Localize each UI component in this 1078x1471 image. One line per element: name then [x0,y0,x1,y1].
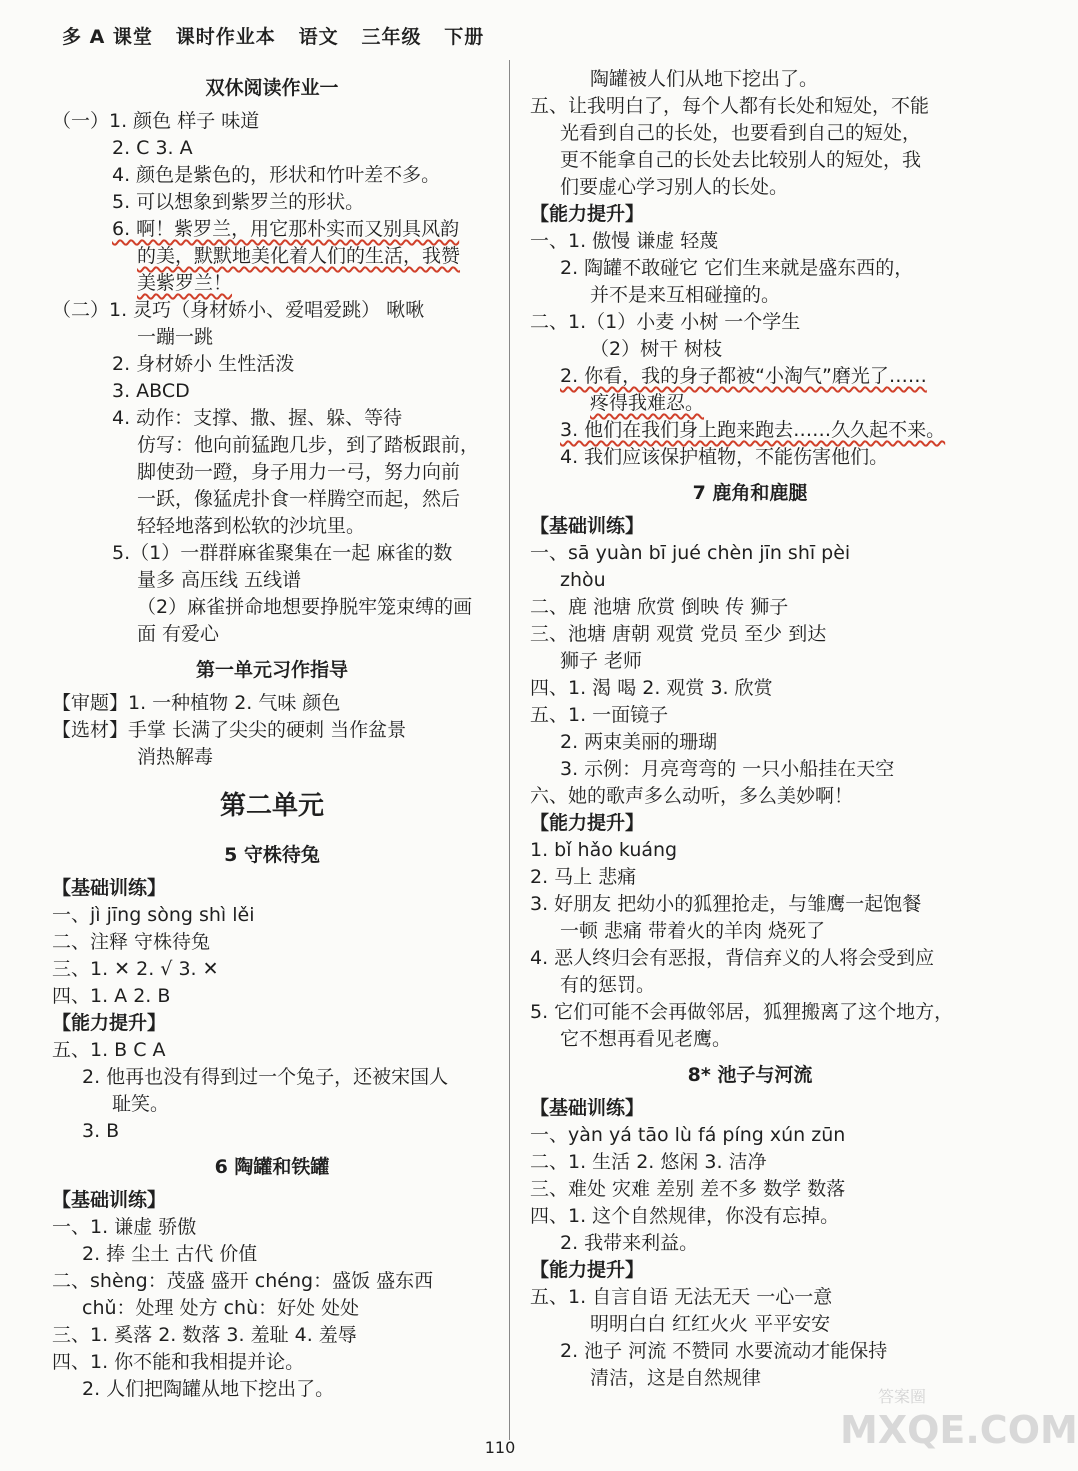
answer-line: 仿写：他向前猛跑几步，到了踏板跟前， [137,434,480,456]
subsection-label: 【基础训练】 [52,877,167,899]
answer-line: 4. 我们应该保护植物，不能伤害他们。 [560,446,889,468]
section-heading: 5 守株待兔 [224,844,320,866]
answer-line: 2. 我带来利益。 [560,1232,699,1254]
answer-line: 们要虚心学习别人的长处。 [560,176,789,198]
answer-line: 5.（1）一群群麻雀聚集在一起 麻雀的数 [112,542,453,564]
answer-line: 轻轻地落到松软的沙坑里。 [137,515,366,537]
wavy-underlined-text: 疼得我难忍。 [590,392,705,414]
answer-line: 2. 他再也没有得到过一个兔子，还被宋国人 [82,1066,449,1088]
answer-line: 2. 陶罐不敢碰它 它们生来就是盛东西的， [560,257,914,279]
answer-line: 四、1. 渴 喝 2. 观赏 3. 欣赏 [530,677,773,699]
wavy-underlined-text: 6. 啊！紫罗兰，用它那朴实而又别具风韵 [112,218,460,240]
answer-line: 它不想再看见老鹰。 [560,1028,732,1050]
answer-line: 量多 高压线 五线谱 [137,569,302,591]
subsection-label: 【能力提升】 [530,812,645,834]
answer-line: 二、鹿 池塘 欣赏 倒映 传 狮子 [530,596,789,618]
answer-line: 二、1. 生活 2. 悠闲 3. 洁净 [530,1151,767,1173]
answer-line: 四、1. 这个自然规律，你没有忘掉。 [530,1205,840,1227]
answer-line: 3. 好朋友 把幼小的狐狸抢走，与雏鹰一起饱餐 [530,893,922,915]
subsection-label: 【能力提升】 [52,1012,167,1034]
answer-line: 3. ABCD [112,380,190,402]
answer-line: 消热解毒 [137,746,214,768]
answer-line: 三、1. 奚落 2. 数落 3. 羞耻 4. 羞辱 [52,1324,357,1346]
answer-line: 二、1.（1）小麦 小树 一个学生 [530,311,801,333]
answer-line: （一）1. 颜色 样子 味道 [52,110,260,132]
page-number: 110 [484,1438,516,1457]
answer-line: （2）树干 树枝 [590,338,723,360]
answer-line: 【选材】手掌 长满了尖尖的硬刺 当作盆景 [52,719,407,741]
answer-line: 2. 捧 尘土 古代 价值 [82,1243,258,1265]
answer-line: 耻笑。 [112,1093,170,1115]
answer-line: 五、1. 一面镜子 [530,704,669,726]
answer-line: 一、sā yuàn bī jué chèn jīn shī pèi [530,542,851,564]
section-heading: 第一单元习作指导 [195,659,348,681]
subsection-label: 【基础训练】 [52,1189,167,1211]
unit-heading: 第二单元 [219,791,324,821]
answer-line: 2. 两束美丽的珊瑚 [560,731,718,753]
answer-line: 三、难处 灾难 差别 差不多 数学 数落 [530,1178,846,1200]
answer-line: 2. 马上 悲痛 [530,866,637,888]
underlined-answer-line [52,270,492,297]
answer-line: 三、池塘 唐朝 观赏 党员 至少 到达 [530,623,827,645]
answer-line: 4. 动作：支撑、撒、握、躲、等待 [112,407,403,429]
answer-line: 六、她的歌声多么动听，多么美妙啊！ [530,785,854,807]
answer-line: 一、1. 傲慢 谦虚 轻蔑 [530,230,719,252]
answer-line: 3. 示例：月亮弯弯的 一只小船挂在天空 [560,758,895,780]
answer-line: 二、shèng：茂盛 盛开 chéng：盛饭 盛东西 [52,1270,434,1292]
section-heading: 7 鹿角和鹿腿 [692,482,808,504]
answer-line: 一跃，像猛虎扑食一样腾空而起，然后 [137,488,461,510]
answer-line: 更不能拿自己的长处去比较别人的短处，我 [560,149,922,171]
answer-line: zhòu [560,569,606,591]
answer-line: （二）1. 灵巧（身材娇小、爱唱爱跳） 啾啾 [52,299,425,321]
answer-line: 2. 人们把陶罐从地下挖出了。 [82,1378,335,1400]
section-heading: 双休阅读作业一 [205,77,339,99]
watermark: MXQE.COM [840,1408,1078,1452]
subsection-label: 【能力提升】 [530,203,645,225]
wavy-underlined-text: 的美，默默地美化着人们的生活，我赞 [137,245,461,267]
subsection-label: 【能力提升】 [530,1259,645,1281]
answer-line: 四、1. A 2. B [52,985,171,1007]
underlined-answer-line [52,216,492,243]
answer-line: 4. 恶人终归会有恶报，背信弃义的人将会受到应 [530,947,935,969]
right-column [530,66,970,1392]
answer-line: 一顿 悲痛 带着火的羊肉 烧死了 [560,920,826,942]
answer-line: 一、yàn yá tāo lù fá píng xún zūn [530,1124,846,1146]
answer-line: 一、1. 谦虚 骄傲 [52,1216,197,1238]
section-heading: 8* 池子与河流 [687,1064,813,1086]
answer-line: 二、注释 守株待兔 [52,931,211,953]
answer-line: 清洁，这是自然规律 [590,1367,762,1389]
wavy-underlined-text: 3. 他们在我们身上跑来跑去……久久起不来。 [560,419,946,441]
answer-line: 光看到自己的长处，也要看到自己的短处， [560,122,922,144]
underlined-answer-line [52,243,492,270]
answer-line: 1. bǐ hǎo kuáng [530,839,678,861]
answer-line: 2. 池子 河流 不赞同 水要流动才能保持 [560,1340,888,1362]
answer-line: 一、jì jīng sòng shì lěi [52,904,255,926]
answer-line: 4. 颜色是紫色的，形状和竹叶差不多。 [112,164,441,186]
answer-line: 【审题】1. 一种植物 2. 气味 颜色 [52,692,341,714]
answer-line: 明明白白 红红火火 平平安安 [590,1313,831,1335]
answer-line: 5. 它们可能不会再做邻居，狐狸搬离了这个地方， [530,1001,954,1023]
answer-line: 陶罐被人们从地下挖出了。 [590,68,819,90]
left-column [52,66,492,1403]
answer-line: 一蹦一跳 [137,326,214,348]
answer-line: 五、让我明白了，每个人都有长处和短处，不能 [530,95,930,117]
answer-line: 有的惩罚。 [560,974,656,996]
answer-line: 3. B [82,1120,120,1142]
wavy-underlined-text: 美紫罗兰！ [137,272,233,294]
column-divider [509,60,510,1440]
subsection-label: 【基础训练】 [530,1097,645,1119]
answer-line: 5. 可以想象到紫罗兰的形状。 [112,191,365,213]
answer-line: 狮子 老师 [560,650,643,672]
subsection-label: 【基础训练】 [530,515,645,537]
answer-line: chǔ：处理 处方 chù：好处 处处 [82,1297,360,1319]
answer-line: 四、1. 你不能和我相提并论。 [52,1351,305,1373]
answer-line: 三、1. ✕ 2. √ 3. ✕ [52,958,219,980]
page-header: 多 A 课堂 课时作业本 语文 三年级 下册 [62,26,485,48]
answer-line: 面 有爱心 [137,623,220,645]
answer-line: （2）麻雀拼命地想要挣脱牢笼束缚的画 [137,596,473,618]
watermark-logo: 答案圈 [878,1387,927,1406]
underlined-answer-line [530,417,970,444]
answer-line: 脚使劲一蹬，身子用力一弓，努力向前 [137,461,461,483]
underlined-answer-line [530,363,970,390]
answer-line: 2. 身材娇小 生性活泼 [112,353,295,375]
answer-line: 并不是来互相碰撞的。 [590,284,781,306]
answer-line: 五、1. 自言自语 无法无天 一心一意 [530,1286,833,1308]
answer-line: 2. C 3. A [112,137,193,159]
answer-line: 五、1. B C A [52,1039,166,1061]
wavy-underlined-text: 2. 你看，我的身子都被“小淘气”磨光了…… [560,365,927,387]
section-heading: 6 陶罐和铁罐 [214,1156,330,1178]
underlined-answer-line [530,390,970,417]
